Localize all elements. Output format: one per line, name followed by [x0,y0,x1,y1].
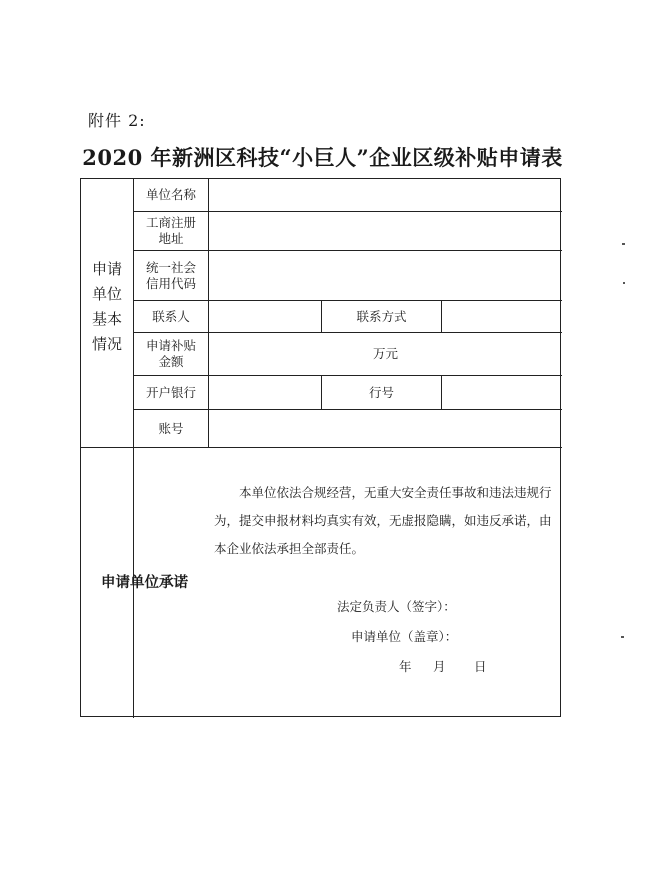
scan-artifact [623,282,625,284]
account-field[interactable] [209,410,562,447]
contact-method-field[interactable] [442,301,562,332]
subsidy-unit: 万元 [372,346,398,361]
legal-representative-signature-label: 法定负责人（签字）： [337,599,456,614]
scan-artifact [621,636,624,638]
label-line: 工商注册 [145,215,196,230]
application-form-table [80,178,561,717]
section-label-line: 单位 [91,285,122,303]
applicant-seal-label: 申请单位（盖章）： [351,629,458,644]
basic-info-section-label [81,257,133,357]
company-name-label: 单位名称 [145,187,196,202]
contact-person-label: 联系人 [152,308,190,324]
section-label-line: 基本 [91,310,122,328]
pledge-section-label: 申请单位承诺 [101,575,188,591]
date-day-label: 日 [474,659,487,674]
company-name-field[interactable] [209,179,562,211]
registered-address-field[interactable] [209,212,562,250]
label-line: 统一社会 [145,259,196,275]
registered-address-label [134,212,208,250]
pledge-text: 本单位依法合规经营，无重大安全责任事故和违法违规行为，提交申报材料均真实有效，无虚报隐瞒，如违反承诺，由本企业依法承担全部责任。 [214,485,552,556]
scan-artifact [622,243,625,245]
label-line: 信用代码 [145,275,196,291]
date-year-label: 年 [399,659,412,674]
subsidy-amount-label [134,333,208,375]
subsidy-amount-field[interactable] [209,333,562,375]
account-label: 账号 [158,420,184,436]
section-label-line: 情况 [91,335,122,353]
bank-field[interactable] [209,376,321,409]
attachment-label: 附件 2: [88,111,146,130]
contact-person-field[interactable] [209,301,321,332]
label-line: 申请补贴 [145,338,196,353]
page-title: 2020 年新洲区科技“小巨人”企业区级补贴申请表 [82,145,563,170]
date-month-label: 月 [433,659,446,674]
bank-label: 开户银行 [145,384,196,400]
label-line: 金额 [158,354,184,369]
credit-code-label [134,251,208,300]
contact-method-label: 联系方式 [356,308,407,324]
bank-code-field[interactable] [442,376,562,409]
bank-code-label: 行号 [368,384,394,400]
label-line: 地址 [158,231,184,246]
credit-code-field[interactable] [209,251,562,300]
section-label-line: 申请 [91,260,122,278]
